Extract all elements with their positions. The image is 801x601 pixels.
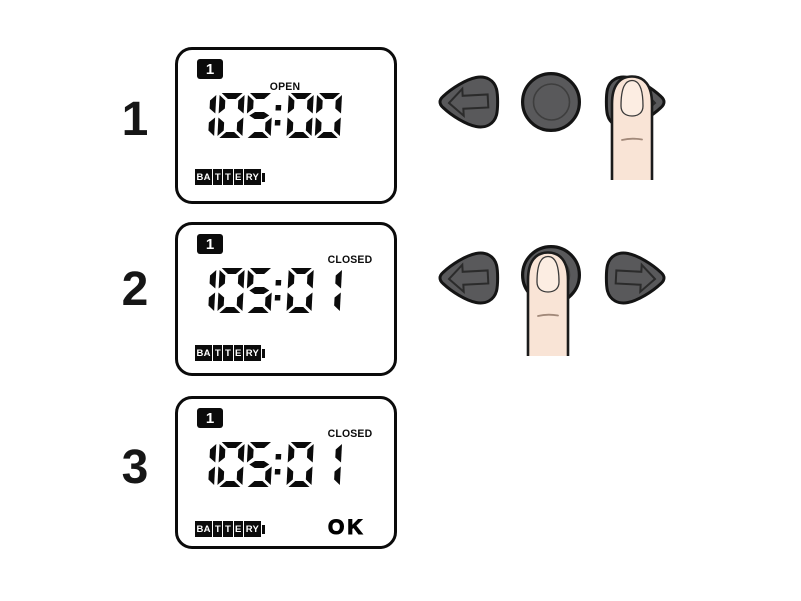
battery-indicator (195, 345, 265, 361)
battery-cell: BA (195, 169, 212, 185)
step-number: 2 (121, 263, 149, 316)
battery-cell: E (234, 345, 244, 361)
battery-terminal-nub (262, 349, 265, 358)
battery-cell: T (213, 521, 222, 537)
battery-cell: T (223, 345, 232, 361)
finger-press-icon (524, 250, 572, 356)
battery-cell: E (234, 521, 244, 537)
battery-terminal-nub (262, 525, 265, 534)
step-number: 3 (121, 441, 149, 494)
battery-cell: RY (244, 521, 260, 537)
status-label: CLOSED (327, 254, 373, 266)
battery-cell: E (234, 169, 244, 185)
lcd-display (175, 47, 397, 204)
ok-confirmation-label: OK (328, 516, 366, 539)
program-indicator (197, 59, 223, 79)
status-label: OPEN (269, 81, 301, 93)
right-arrow-button (602, 247, 668, 309)
step-number: 1 (121, 93, 149, 146)
program-number: 1 (205, 60, 215, 78)
program-number: 1 (205, 409, 215, 427)
battery-cell: T (213, 169, 222, 185)
program-indicator (197, 408, 223, 428)
battery-cell: T (223, 521, 232, 537)
battery-cell: BA (195, 521, 212, 537)
left-arrow-button (436, 71, 502, 133)
battery-cell: T (223, 169, 232, 185)
left-arrow-button (436, 247, 502, 309)
finger-press-icon (608, 74, 656, 180)
seven-segment-time (188, 442, 344, 488)
lcd-display (175, 396, 397, 549)
battery-indicator (195, 169, 265, 185)
battery-terminal-nub (262, 173, 265, 182)
program-number: 1 (205, 235, 215, 253)
status-label: CLOSED (327, 428, 373, 440)
battery-cell: RY (244, 345, 260, 361)
seven-segment-time (188, 268, 344, 314)
lcd-display (175, 222, 397, 376)
battery-cell: BA (195, 345, 212, 361)
seven-segment-time (188, 93, 344, 139)
battery-indicator (195, 521, 265, 537)
battery-cell: RY (244, 169, 260, 185)
program-indicator (197, 234, 223, 254)
battery-cell: T (213, 345, 222, 361)
ok-round-button (520, 71, 582, 133)
